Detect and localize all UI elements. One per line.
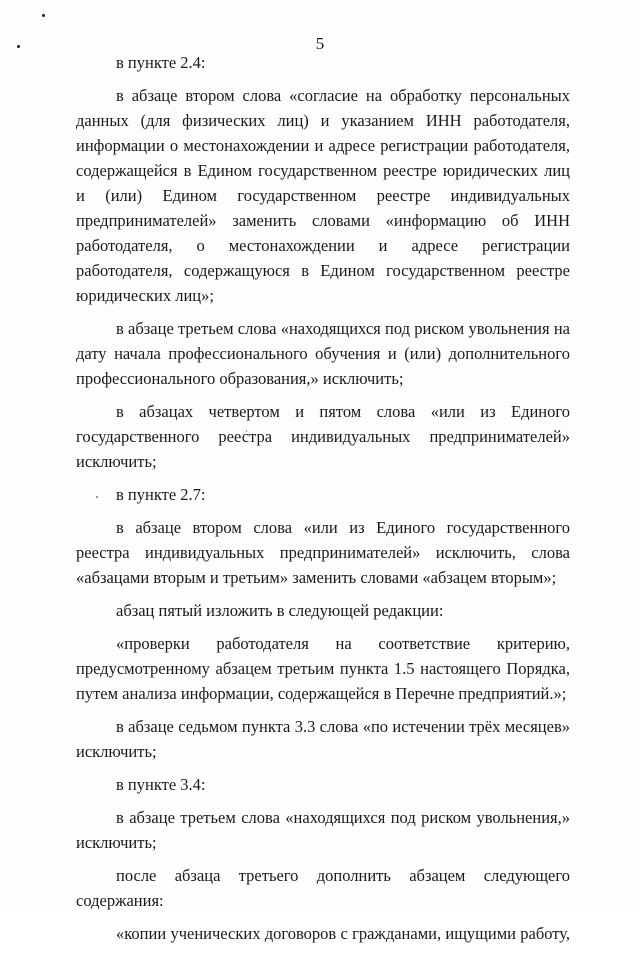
paragraph: в абзаце третьем слова «находящихся под риском увольнения,» исключить; <box>76 808 570 852</box>
paragraph: в пункте 2.4: <box>116 53 206 72</box>
paragraph: в пункте 3.4: <box>116 775 206 794</box>
paragraph: в пункте 2.7: <box>116 485 206 504</box>
document-body <box>76 50 570 954</box>
paragraph: в абзаце втором слова «согласие на обработку персональных данных (для физических лиц) и указанием ИНН работодателя, информации о местонахождении и адресе регистрации работодателя, содержащейся в Едином государственном реестре юридических лиц и (или) Едином государственном реестре индивидуальных предпринимателей» заменить словами «информацию об ИНН работодателя, о местонахождении и адресе регистрации работодателя, содержащуюся в Едином государственном реестре юридических лиц»; <box>76 86 570 305</box>
paragraph: «проверки работодателя на соответствие критерию, предусмотренному абзацем третьим пункта 1.5 настоящего Порядка, путем анализа информации, содержащейся в Перечне предприятий.»; <box>76 634 570 703</box>
paragraph: в абзаце втором слова «или из Единого государственного реестра индивидуальных предпринимателей» исключить, слова «абзацами вторым и третьим» заменить словами «абзацем вторым»; <box>76 518 570 587</box>
paragraph: в абзацах четвертом и пятом слова «или из Единого государственного реестра индивидуальных предпринимателей» исключить; <box>76 402 570 471</box>
paragraph: после абзаца третьего дополнить абзацем следующего содержания: <box>76 866 570 910</box>
page-number: 5 <box>315 34 325 53</box>
paragraph: абзац пятый изложить в следующей редакции: <box>116 601 444 620</box>
scan-speck <box>42 14 45 17</box>
paragraph: «копии ученических договоров с гражданами, ищущими работу, <box>116 924 570 943</box>
paragraph: в абзаце седьмом пункта 3.3 слова «по истечении трёх месяцев» исключить; <box>76 717 570 761</box>
paragraph: в абзаце третьем слова «находящихся под риском увольнения на дату начала профессионального обучения и (или) дополнительного профессионального образования,» исключить; <box>76 319 570 388</box>
